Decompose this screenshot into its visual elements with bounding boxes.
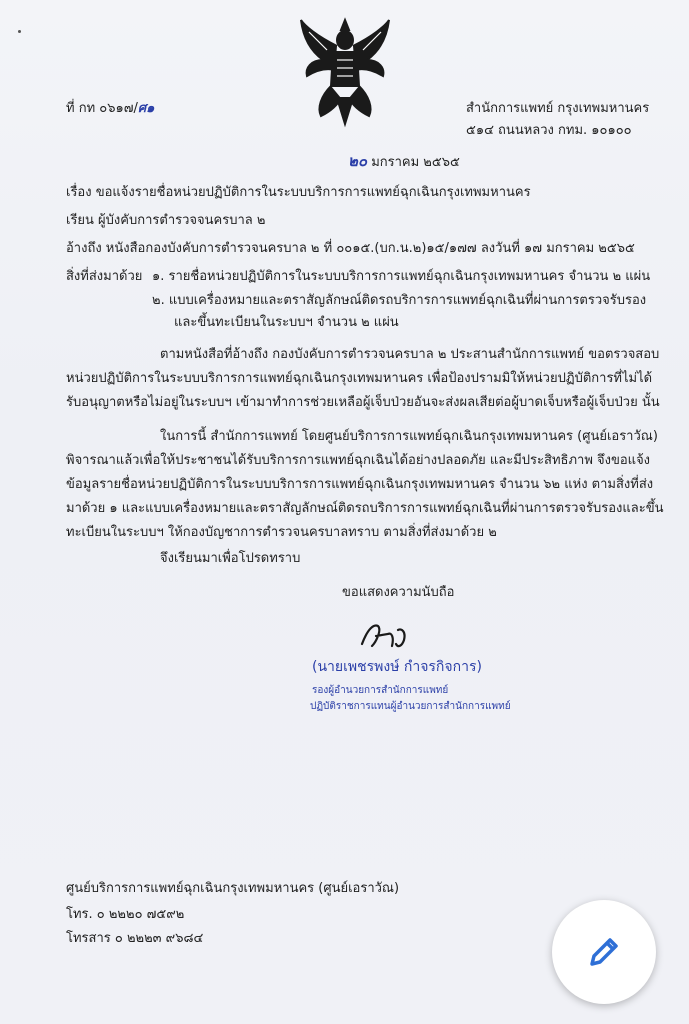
issuer-address: ๕๑๔ ถนนหลวง กทม. ๑๐๑๐๐ bbox=[466, 123, 632, 138]
date-month-year: มกราคม ๒๕๖๕ bbox=[371, 155, 460, 170]
para1-line: รับอนุญาตหรือไม่อยู่ในระบบฯ เข้ามาทำการช่วยเหลือผู้เจ็บป่วยอันจะส่งผลเสียต่อผู้บาดเจ็บหรือผู้เจ็บป่วย นั้น bbox=[66, 395, 660, 410]
signer-title: รองผู้อำนวยการสำนักการแพทย์ bbox=[312, 685, 449, 696]
para2-line: มาด้วย ๑ และแบบเครื่องหมายและตราสัญลักษณ์ติดรถบริการการแพทย์ฉุกเฉินที่ผ่านการตรวจรับรองและขึ้น bbox=[66, 501, 664, 516]
para1-line: หน่วยปฏิบัติการในระบบบริการการแพทย์ฉุกเฉินกรุงเทพมหานคร เพื่อป้องปรามมิให้หน่วยปฏิบัติการที่ไม่ได้ bbox=[66, 371, 653, 386]
date-day: ๒๐ bbox=[348, 152, 368, 170]
recipient-line: เรียน ผู้บังคับการตำรวจจนครบาล ๒ bbox=[66, 213, 266, 228]
letter-date bbox=[348, 152, 460, 172]
edit-button[interactable] bbox=[552, 900, 656, 1004]
para1-line: ตามหนังสือที่อ้างถึง กองบังคับการตำรวจนครบาล ๒ ประสานสำนักการแพทย์ ขอตรวจสอบ bbox=[160, 347, 660, 362]
reference-number-handwritten: ศ๑ bbox=[137, 101, 155, 116]
enclosure-item-2-cont: และขึ้นทะเบียนในระบบฯ จำนวน ๒ แผ่น bbox=[174, 315, 399, 330]
para2-line: ข้อมูลรายชื่อหน่วยปฏิบัติการในระบบบริการการแพทย์ฉุกเฉินกรุงเทพมหานคร จำนวน ๖๒ แห่ง ตามสิ่งที่ส่ง bbox=[66, 477, 654, 492]
signer-title-acting: ปฏิบัติราชการแทนผู้อำนวยการสำนักการแพทย์ bbox=[310, 701, 511, 712]
garuda-emblem-icon bbox=[297, 16, 393, 128]
speck bbox=[18, 30, 21, 33]
enclosure-item-2: ๒. แบบเครื่องหมายและตราสัญลักษณ์ติดรถบริการการแพทย์ฉุกเฉินที่ผ่านการตรวจรับรอง bbox=[152, 293, 647, 308]
footer-office: ศูนย์บริการการแพทย์ฉุกเฉินกรุงเทพมหานคร (ศูนย์เอราวัณ) bbox=[66, 881, 400, 896]
reference-line: อ้างถึง หนังสือกองบังคับการตำรวจนครบาล ๒ ที่ ๐๐๑๕.(บก.น.๒)๑๕/๑๗๗ ลงวันที่ ๑๗ มกราคม ๒๕๖๕ bbox=[66, 241, 635, 256]
subject-line: เรื่อง ขอแจ้งรายชื่อหน่วยปฏิบัติการในระบบบริการการแพทย์ฉุกเฉินกรุงเทพมหานคร bbox=[66, 185, 531, 200]
enclosure-label: สิ่งที่ส่งมาด้วย bbox=[66, 269, 143, 284]
regards-line: ขอแสดงความนับถือ bbox=[342, 585, 455, 600]
footer-fax: โทรสาร ๐ ๒๒๒๓ ๙๖๘๔ bbox=[66, 931, 204, 946]
para2-line: พิจารณาแล้วเพื่อให้ประชาชนได้รับบริการการแพทย์ฉุกเฉินได้อย่างปลอดภัย และมีประสิทธิภาพ จึงขอแจ้ง bbox=[66, 453, 651, 468]
signer-name: (นายเพชรพงษ์ กำจรกิจการ) bbox=[312, 659, 482, 675]
issuer-name: สำนักการแพทย์ กรุงเทพมหานคร bbox=[466, 101, 650, 116]
footer-phone: โทร. ๐ ๒๒๒๐ ๗๕๙๒ bbox=[66, 907, 185, 922]
para2-line: ทะเบียนในระบบฯ ให้กองบัญชาการตำรวจนครบาลทราบ ตามสิ่งที่ส่งมาด้วย ๒ bbox=[66, 525, 497, 540]
enclosure-item-1: ๑. รายชื่อหน่วยปฏิบัติการในระบบบริการการแพทย์ฉุกเฉินกรุงเทพมหานคร จำนวน ๒ แผ่น bbox=[152, 269, 651, 284]
closing-line: จึงเรียนมาเพื่อโปรดทราบ bbox=[160, 551, 301, 566]
reference-number bbox=[66, 100, 154, 118]
para2-line: ในการนี้ สำนักการแพทย์ โดยศูนย์บริการการแพทย์ฉุกเฉินกรุงเทพมหานคร (ศูนย์เอราวัณ) bbox=[160, 429, 658, 444]
signature-mark bbox=[358, 618, 414, 652]
pencil-icon bbox=[584, 932, 624, 972]
reference-number-text: ที่ กท ๐๖๑๗/ bbox=[66, 101, 138, 116]
